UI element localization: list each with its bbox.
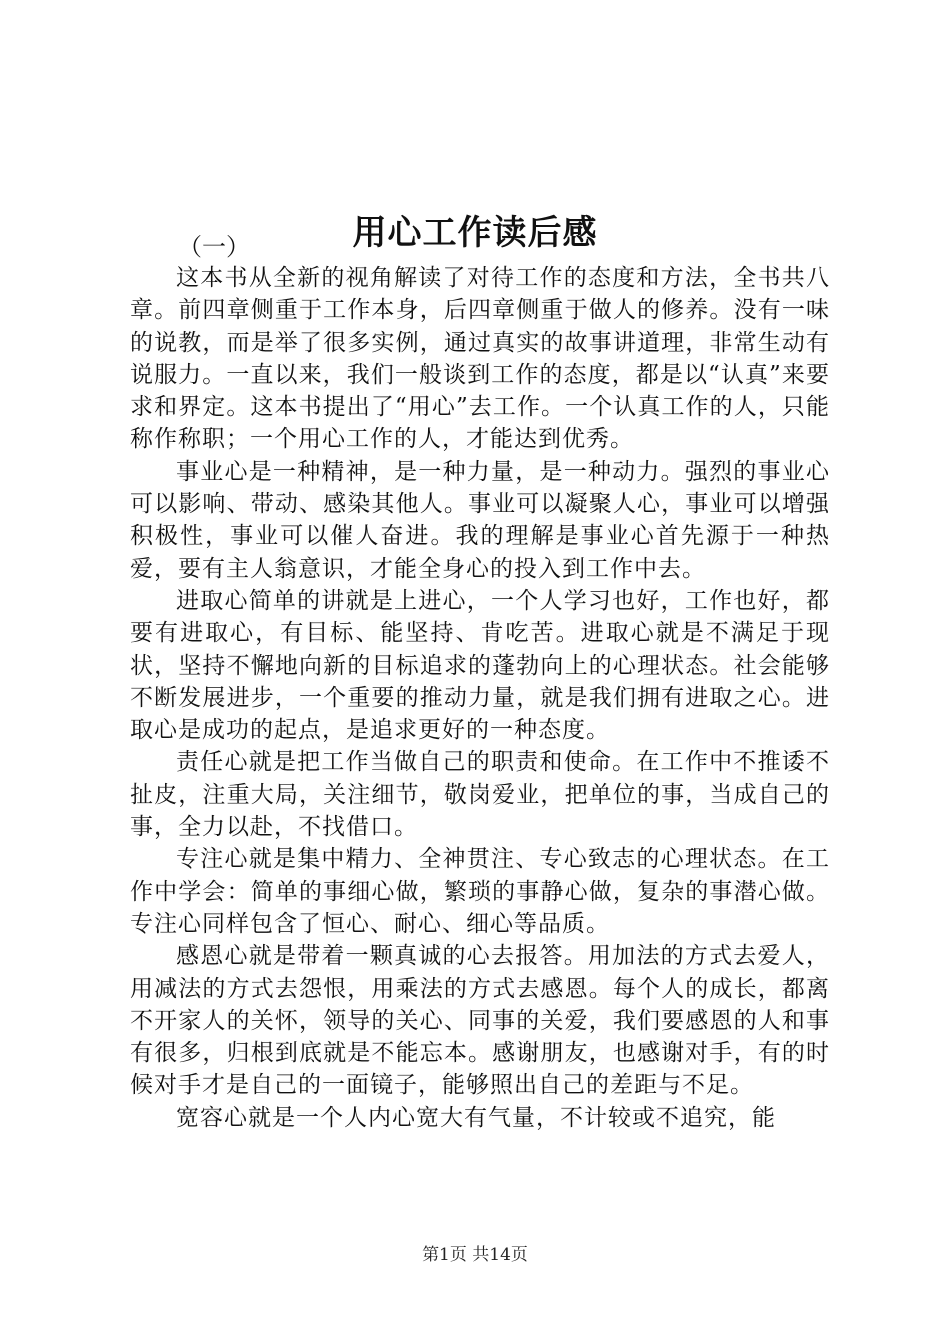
- paragraph-career-heart: 事业心是一种精神，是一种力量，是一种动力。强烈的事业心可以影响、带动、感染其他人。事业可以凝聚人心，事业可以增强积极性，事业可以催人奋进。我的理解是事业心首先源于一种热爱，要有主人翁意识，才能全身心的投入到工作中去。: [130, 458, 830, 582]
- paragraph-enterprising-heart: 进取心简单的讲就是上进心，一个人学习也好，工作也好，都要有进取心，有目标、能坚持、肯吃苦。进取心就是不满足于现状，坚持不懈地向新的目标追求的蓬勃向上的心理状态。社会能够不断发展进步，一个重要的推动力量，就是我们拥有进取之心。进取心是成功的起点，是追求更好的一种态度。: [130, 587, 830, 744]
- paragraph-gratitude-heart: 感恩心就是带着一颗真诚的心去报答。用加法的方式去爱人，用减法的方式去怨恨，用乘法的方式去感恩。每个人的成长，都离不开家人的关怀，领导的关心、同事的关爱，我们要感恩的人和事有很多，归根到底就是不能忘本。感谢朋友，也感谢对手，有的时候对手才是自己的一面镜子，能够照出自己的差距与不足。: [130, 943, 830, 1099]
- document-title: 用心工作读后感: [352, 212, 598, 253]
- paragraph-intro: 这本书从全新的视角解读了对待工作的态度和方法，全书共八章。前四章侧重于工作本身，后四章侧重于做人的修养。没有一味的说教，而是举了很多实例，通过真实的故事讲道理，非常生动有说服力。一直以来，我们一般谈到工作的态度，都是以“认真”来要求和界定。这本书提出了“用心”去工作。一个认真工作的人，只能称作称职；一个用心工作的人，才能达到优秀。: [130, 265, 830, 453]
- section-label: （一）: [178, 233, 250, 261]
- page-footer: 第1页 共14页: [422, 1245, 528, 1265]
- paragraph-responsibility-heart: 责任心就是把工作当做自己的职责和使命。在工作中不推诿不扯皮，注重大局，关注细节，敬岗爱业，把单位的事，当成自己的事，全力以赴，不找借口。: [130, 749, 830, 841]
- document-body: [130, 232, 830, 1134]
- paragraph-tolerance-heart: 宽容心就是一个人内心宽大有气量，不计较或不追究，能: [176, 1104, 776, 1131]
- paragraph-focus-heart: 专注心就是集中精力、全神贯注、专心致志的心理状态。在工作中学会：简单的事细心做，繁琐的事静心做，复杂的事潜心做。专注心同样包含了恒心、耐心、细心等品质。: [130, 846, 830, 937]
